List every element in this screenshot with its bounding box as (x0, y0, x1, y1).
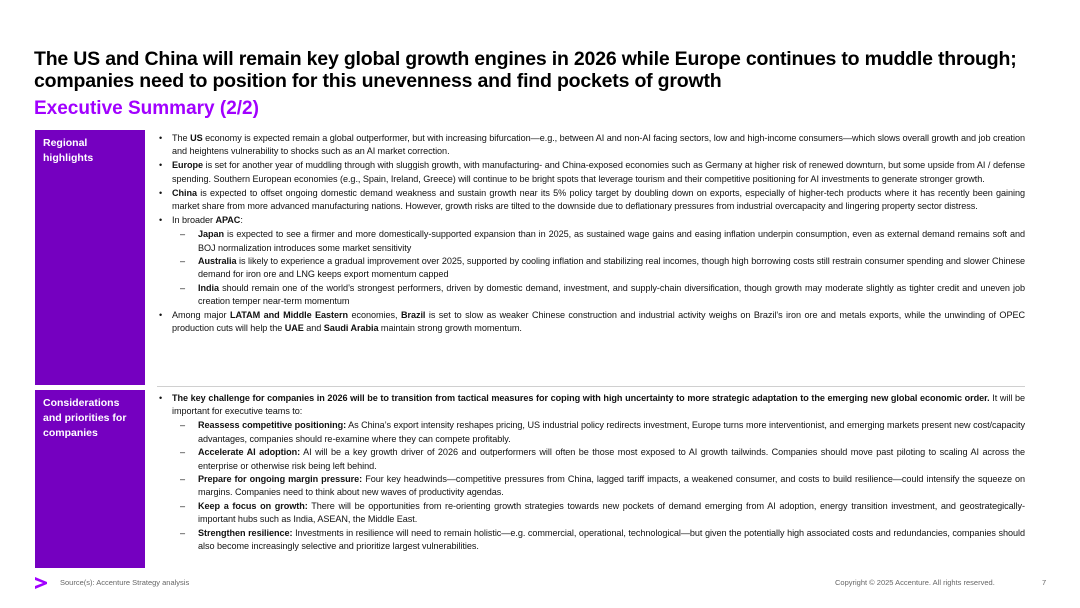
bullet-text: and (303, 323, 324, 334)
sub-bullet-australia (157, 255, 1025, 282)
bullet-text: AI will be a key growth driver of 2026 and outperformers will often be those most exposed to AI growth tailwinds. Companies should move past piloting to scaling AI across the enterprise or otherwise risk being left behind. (198, 447, 1025, 471)
slide-title-line-1: The US and China will remain key global growth engines in 2026 while Europe continues to muddle through; (34, 48, 1017, 70)
bullet-text: The (172, 133, 191, 143)
bullet-europe (157, 159, 1025, 186)
considerations-label-line-1: Considerations (43, 397, 120, 409)
bullet-text: : (240, 215, 243, 226)
bullet-us (157, 132, 1025, 159)
bullet-key-term: APAC (215, 215, 241, 226)
bullet-key-term: China (172, 187, 198, 198)
bullet-key-term: Strengthen resilience: (198, 527, 293, 538)
bullet-key-term: Reassess competitive positioning: (198, 420, 347, 431)
sub-bullet-margin-pressure (157, 473, 1025, 500)
bullet-key-term: LATAM and Middle Eastern (229, 309, 349, 320)
regional-label-line-2: highlights (43, 152, 94, 164)
bullet-text: It will be important for executive teams to: (172, 393, 1025, 417)
considerations-label (35, 390, 145, 568)
bullet-text: is expected to see a firmer and more domestically-supported expansion than in 2025, as sustained wage gains and easing inflation underpin consumption, even as external demand remains soft and BOJ normalization introduces some market sensitivity (198, 229, 1025, 253)
bullet-key-term: Accelerate AI adoption: (198, 447, 301, 458)
bullet-key-term: The key challenge for companies in 2026 will be to transition from tactical measures for coping with high uncertainty to more strategic adaptation to the emerging new global economic order. (172, 393, 990, 403)
bullet-key-term: Brazil (400, 309, 426, 320)
bullet-text: In broader (172, 215, 216, 226)
page-number: 7 (1042, 578, 1047, 587)
bullet-key-challenge (157, 392, 1025, 419)
bullet-text: Four key headwinds—competitive pressures from China, lagged tariff impacts, a weakened consumer, and costs to build resilience—could intensify the squeeze on margins. Companies need to think about new waves of productivity agendas. (198, 474, 1026, 498)
bullet-text: is likely to experience a gradual improvement over 2025, supported by cooling inflation and stabilizing real incomes, though high borrowing costs still restrain consumer spending and slower Chinese demand for iron ore and LNG keeps export momentum capped (198, 256, 1025, 280)
bullet-key-term: India (198, 282, 219, 293)
bullet-text: maintain strong growth momentum. (378, 323, 522, 334)
considerations-content (157, 392, 1025, 553)
regional-highlights-content (157, 132, 1025, 336)
bullet-key-term: Australia (198, 256, 237, 267)
section-divider (157, 386, 1025, 387)
considerations-label-line-3: companies (43, 427, 98, 439)
regional-label-line-1: Regional (43, 137, 88, 149)
slide-title-line-2: companies need to position for this unevenness and find pockets of growth (34, 70, 722, 92)
bullet-text: economy is expected remain a global outperformer, but with increasing bifurcation—e.g., between AI and non-AI facing sectors, low and high-income consumers—which slows overall growth and job creation and heightens vulnerability to shocks such as an AI market correction. (172, 133, 1025, 157)
bullet-key-term: Keep a focus on growth: (198, 500, 308, 511)
bullet-text: Among major (172, 309, 230, 320)
slide-subtitle: Executive Summary (2/2) (34, 98, 259, 119)
bullet-key-term: Saudi Arabia (323, 323, 379, 334)
bullet-latam-middle-east (157, 309, 1025, 336)
sub-bullet-focus-growth (157, 500, 1025, 527)
bullet-text: economies, (348, 309, 401, 320)
footer-copyright: Copyright © 2025 Accenture. All rights reserved. (835, 578, 995, 587)
slide-title (34, 48, 1064, 92)
bullet-text: As China’s export intensity reshapes pricing, US industrial policy redirects investment, Europe turns more interventionist, and emerging markets present new cost/capacity advantages, companies should re-examine where they can compete profitably. (198, 420, 1025, 444)
bullet-apac (157, 214, 1025, 227)
bullet-key-term: Europe (172, 160, 204, 171)
bullet-key-term: UAE (284, 323, 304, 334)
bullet-text: is set to slow as weaker Chinese construction and industrial activity weighs on Brazil’s iron ore and metals exports, while the unwinding of OPEC production cuts will help the (172, 309, 1025, 334)
bullet-text: There will be opportunities from re-orienting growth strategies towards new pockets of demand emerging from AI adoption, energy transition investment, and geostrategically-important hubs such as India, ASEAN, the Middle East. (198, 500, 1025, 525)
accenture-logo-icon (34, 576, 48, 590)
bullet-text: Investments in resilience will need to remain holistic—e.g. commercial, operational, technological—but given the potentially high associated costs and redundancies, companies should also become increasingly selective and prioritize largest vulnerabilities. (198, 527, 1025, 552)
regional-highlights-label (35, 130, 145, 385)
bullet-key-term: Prepare for ongoing margin pressure: (198, 474, 363, 485)
bullet-text: should remain one of the world’s strongest performers, driven by domestic demand, investment, and supply-chain diversification, though growth may moderate slightly as tighter credit and uneven job creation temper near-term momentum (198, 282, 1025, 307)
sub-bullet-accelerate-ai (157, 446, 1025, 473)
sub-bullet-strengthen-resilience (157, 527, 1025, 554)
bullet-key-term: Japan (198, 229, 225, 240)
bullet-text: is expected to offset ongoing domestic demand weakness and sustain growth near its 5% policy target by doubling down on exports, especially of higher-tech products where it has recently been gaining market share from more advanced manufacturing nations. However, growth risks are tilted to the downside due to deflationary pressures from industrial overcapacity and lingering property sector distress. (172, 187, 1025, 212)
bullet-text: is set for another year of muddling through with sluggish growth, with manufacturing- and China-exposed economies such as Germany at higher risk of renewed downturn, but some upside from AI / defense spending. Southern European economies (e.g., Spain, Ireland, Greece) will continue to be bright spots that leverage tourism and their competitive positioning for AI investments to generate stronger growth. (172, 160, 1025, 184)
bullet-key-term: US (190, 133, 203, 143)
sub-bullet-japan (157, 228, 1025, 255)
bullet-china (157, 187, 1025, 214)
footer-source: Source(s): Accenture Strategy analysis (60, 578, 190, 587)
considerations-label-line-2: and priorities for (43, 412, 127, 424)
sub-bullet-india (157, 282, 1025, 309)
sub-bullet-reassess-positioning (157, 419, 1025, 446)
